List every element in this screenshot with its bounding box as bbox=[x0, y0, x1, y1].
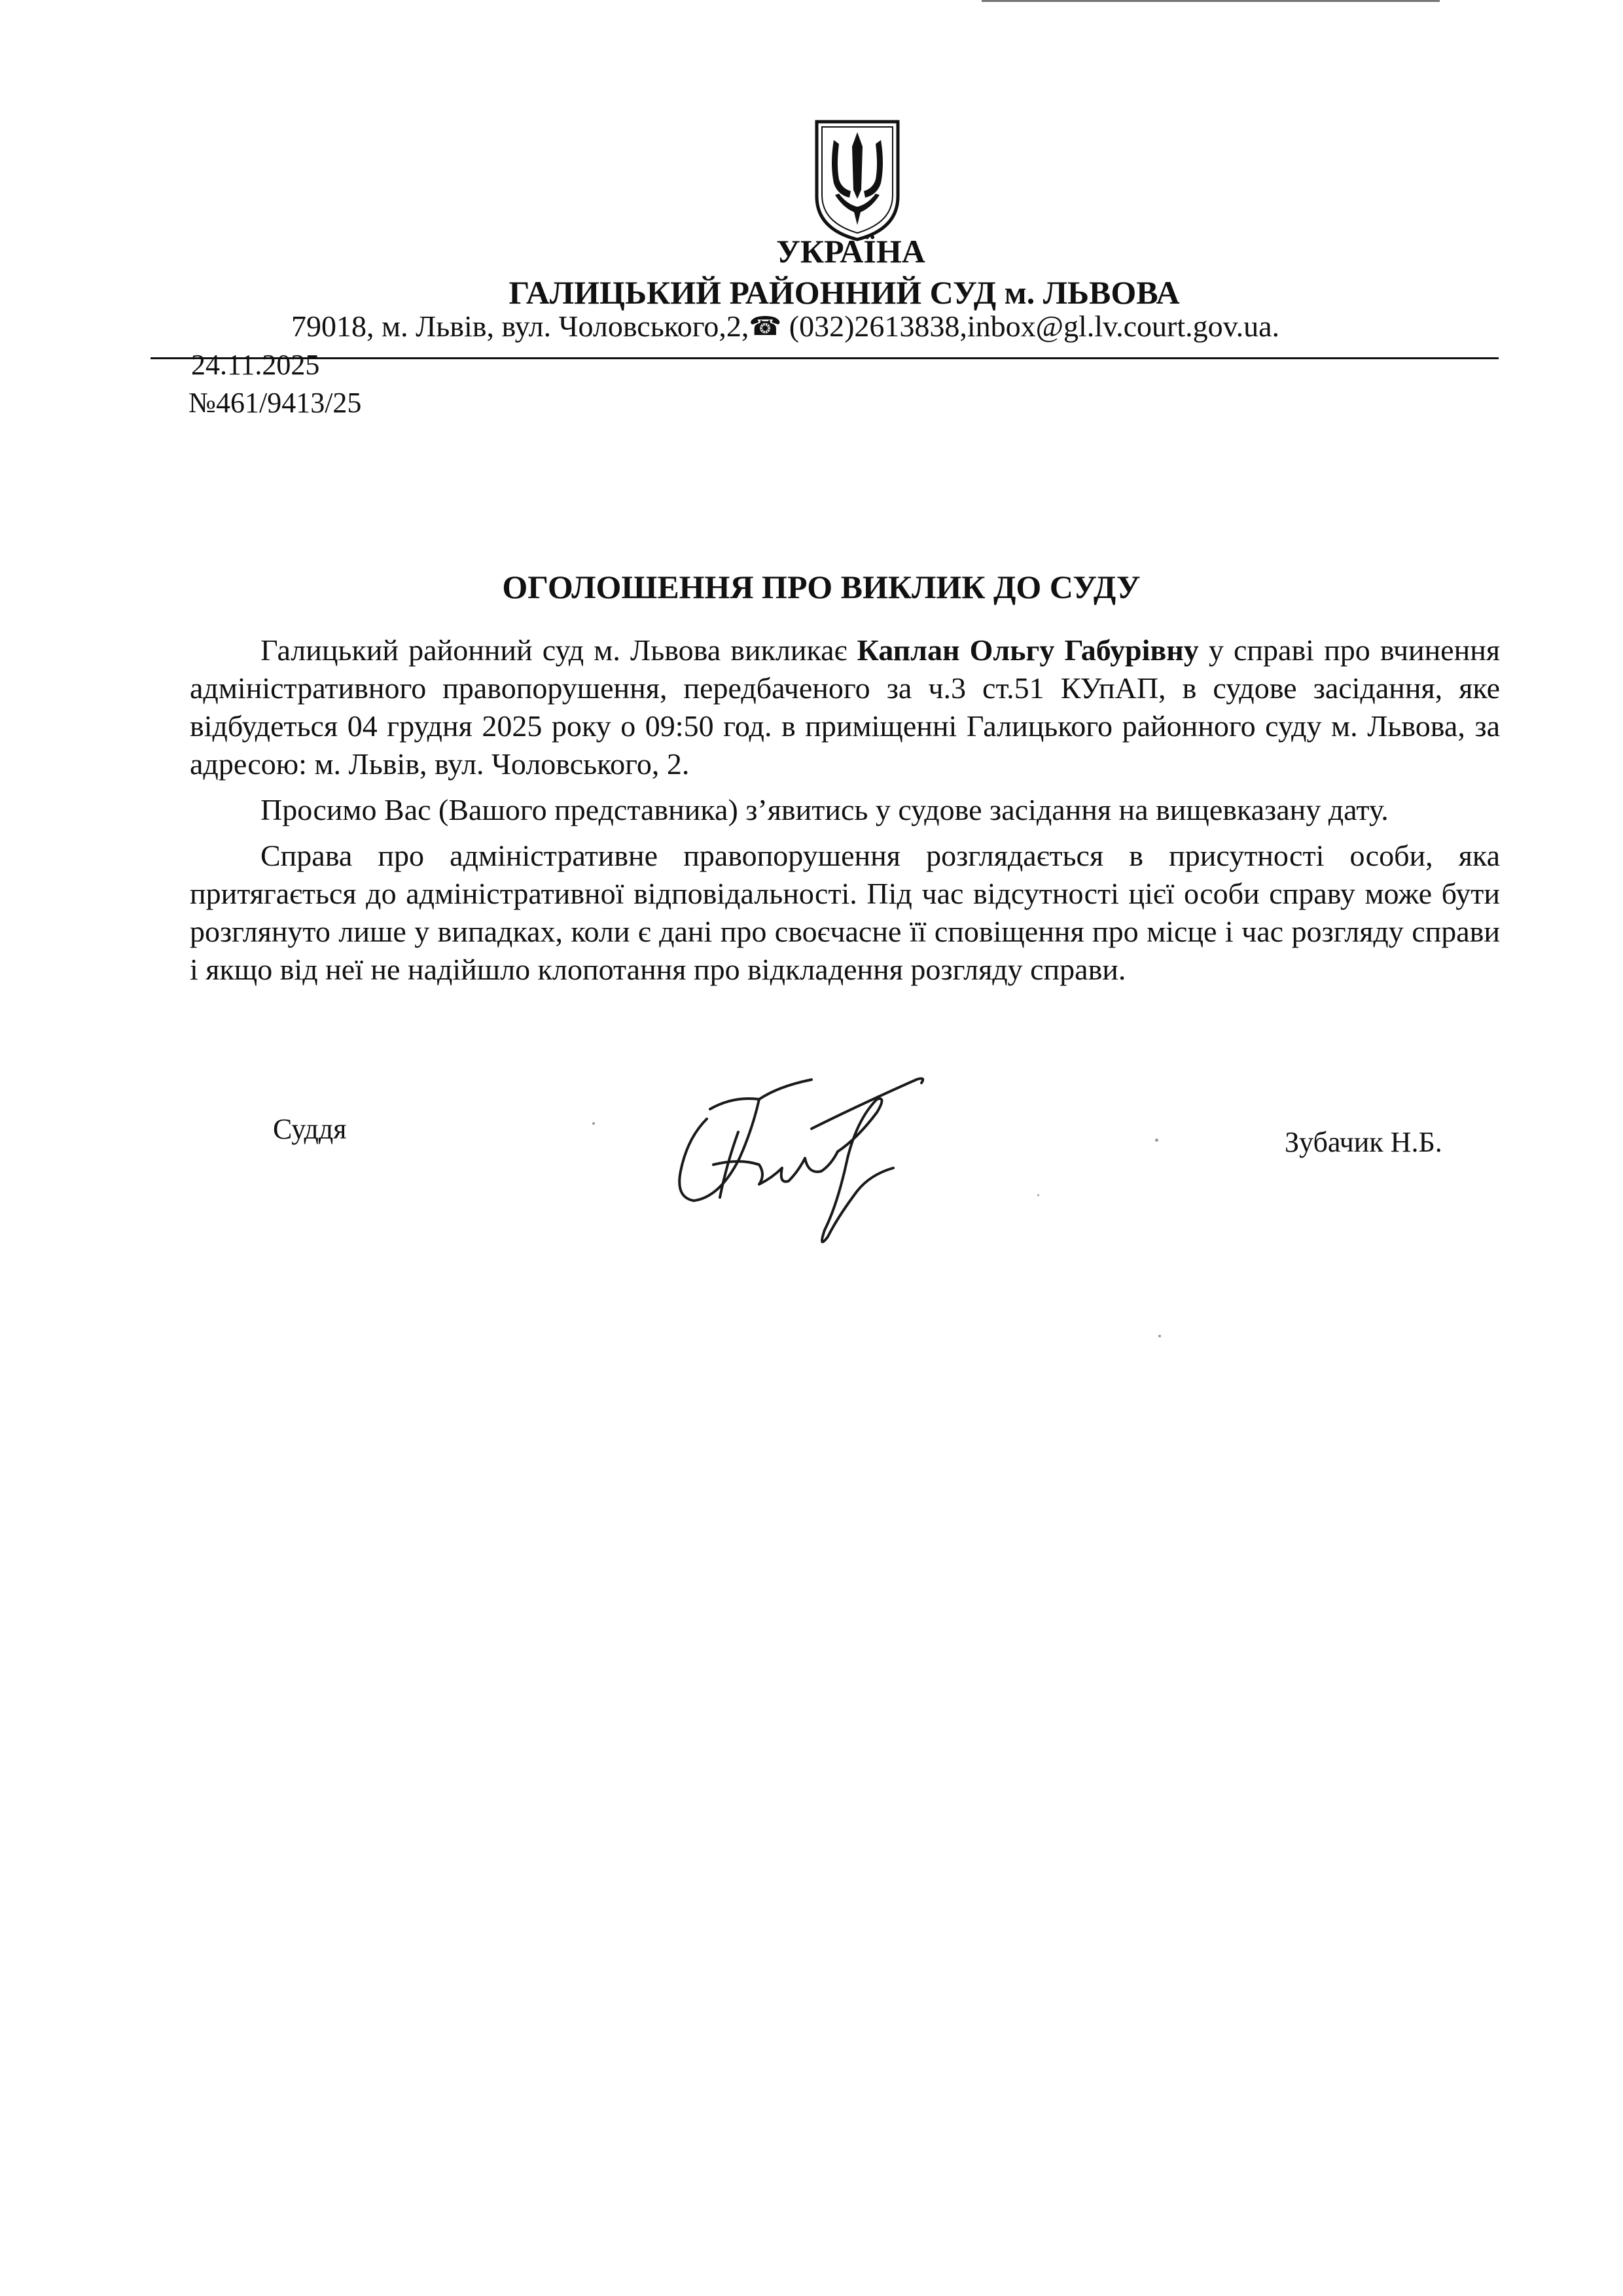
scan-speck bbox=[1158, 1335, 1161, 1337]
summoned-person-name: Каплан Ольгу Габурівну bbox=[857, 633, 1199, 667]
document-body bbox=[190, 631, 1500, 997]
scan-speck bbox=[592, 1122, 595, 1125]
contact-text: (032)2613838,inbox@gl.lv.court.gov.ua. bbox=[781, 309, 1280, 343]
address-text: 79018, м. Львів, вул. Чоловського,2, bbox=[291, 309, 749, 343]
header-divider bbox=[151, 357, 1499, 359]
header-country: УКРАЇНА bbox=[776, 233, 925, 270]
paragraph-procedure: Справа про адміністративне правопорушення розглядається в присутності особи, яка притягається до адміністративної відповідальності. Під час відсутності цієї особи справу може бути розглянуто лише у випадках, коли є дані про своєчасне її сповіщення про місце і час розгляду справи і якщо від неї не надійшло клопотання про відкладення розгляду справи. bbox=[190, 839, 1500, 986]
signature-icon bbox=[661, 1060, 949, 1263]
header-court-name: ГАЛИЦЬКИЙ РАЙОННИЙ СУД м. ЛЬВОВА bbox=[508, 274, 1180, 311]
paragraph-summons bbox=[190, 631, 1500, 783]
document-number: №461/9413/25 bbox=[188, 387, 362, 419]
document-title: ОГОЛОШЕННЯ ПРО ВИКЛИК ДО СУДУ bbox=[502, 569, 1141, 605]
p1-before: Галицький районний суд м. Львова викликає bbox=[260, 633, 857, 667]
signature-role: Суддя bbox=[273, 1113, 347, 1145]
coat-of-arms-icon bbox=[812, 118, 903, 242]
header-address bbox=[291, 309, 1279, 344]
document-date: 24.11.2025 bbox=[191, 349, 320, 381]
scan-speck bbox=[1155, 1139, 1158, 1142]
phone-icon: ☎ bbox=[749, 311, 782, 341]
scan-speck bbox=[1037, 1194, 1039, 1196]
signer-name: Зубачик Н.Б. bbox=[1285, 1126, 1442, 1158]
scan-artifact-line bbox=[982, 0, 1440, 2]
p1-after: у справі про вчинення адміністративного правопорушення, передбаченого за ч.3 ст.51 КУпАП, в судове засідання, яке відбудеться 04 грудня 2025 року о 09:50 год. в приміщенні Галицького районного суду м. Львова, за адресою: м. Львів, вул. Чоловського, 2. bbox=[190, 633, 1500, 781]
paragraph-request: Просимо Вас (Вашого представника) з’явитись у судове засідання на вищевказану дату. bbox=[260, 793, 1389, 826]
